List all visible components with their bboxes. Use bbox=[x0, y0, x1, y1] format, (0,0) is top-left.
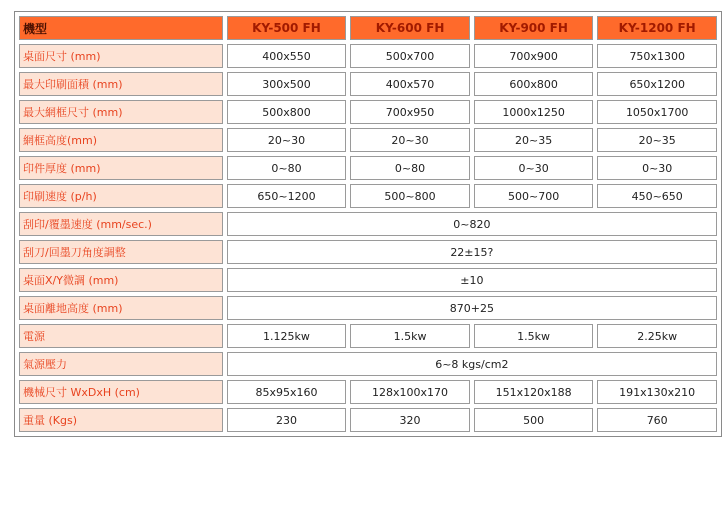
cell: 450~650 bbox=[597, 184, 717, 208]
row-table-size bbox=[19, 44, 717, 68]
model-ky500: KY-500 FH bbox=[227, 16, 347, 40]
cell: 650x1200 bbox=[597, 72, 717, 96]
cell-span: 22±15? bbox=[227, 240, 717, 264]
cell: 20~35 bbox=[474, 128, 594, 152]
cell: 1.5kw bbox=[350, 324, 470, 348]
cell-span: ±10 bbox=[227, 268, 717, 292]
cell: 0~80 bbox=[350, 156, 470, 180]
cell: 760 bbox=[597, 408, 717, 432]
row-label: 最大印刷面積 (mm) bbox=[19, 72, 223, 96]
cell: 0~30 bbox=[597, 156, 717, 180]
cell: 20~30 bbox=[350, 128, 470, 152]
row-label: 桌面尺寸 (mm) bbox=[19, 44, 223, 68]
model-ky600: KY-600 FH bbox=[350, 16, 470, 40]
cell: 1000x1250 bbox=[474, 100, 594, 124]
model-ky900: KY-900 FH bbox=[474, 16, 594, 40]
row-max-print-area bbox=[19, 72, 717, 96]
row-print-speed bbox=[19, 184, 717, 208]
row-label: 電源 bbox=[19, 324, 223, 348]
row-print-thickness bbox=[19, 156, 717, 180]
row-machine-dimensions bbox=[19, 380, 717, 404]
row-xy-fine-adjust bbox=[19, 268, 717, 292]
cell: 230 bbox=[227, 408, 347, 432]
cell: 500 bbox=[474, 408, 594, 432]
cell: 500~800 bbox=[350, 184, 470, 208]
row-label: 桌面X/Y微調 (mm) bbox=[19, 268, 223, 292]
cell: 400x570 bbox=[350, 72, 470, 96]
row-squeegee-angle bbox=[19, 240, 717, 264]
cell-span: 0~820 bbox=[227, 212, 717, 236]
cell: 20~30 bbox=[227, 128, 347, 152]
row-label: 網框高度(mm) bbox=[19, 128, 223, 152]
cell: 600x800 bbox=[474, 72, 594, 96]
cell: 650~1200 bbox=[227, 184, 347, 208]
cell: 300x500 bbox=[227, 72, 347, 96]
row-table-height bbox=[19, 296, 717, 320]
row-label: 刮印/覆墨速度 (mm/sec.) bbox=[19, 212, 223, 236]
row-air-pressure bbox=[19, 352, 717, 376]
row-label: 印件厚度 (mm) bbox=[19, 156, 223, 180]
cell: 1.5kw bbox=[474, 324, 594, 348]
cell: 500~700 bbox=[474, 184, 594, 208]
row-squeegee-speed bbox=[19, 212, 717, 236]
row-label: 刮刀/回墨刀角度調整 bbox=[19, 240, 223, 264]
row-label: 桌面離地高度 (mm) bbox=[19, 296, 223, 320]
cell: 400x550 bbox=[227, 44, 347, 68]
header-label: 機型 bbox=[19, 16, 223, 40]
cell: 128x100x170 bbox=[350, 380, 470, 404]
row-frame-height bbox=[19, 128, 717, 152]
spec-table bbox=[14, 11, 722, 437]
row-weight bbox=[19, 408, 717, 432]
cell: 750x1300 bbox=[597, 44, 717, 68]
row-label: 重量 (Kgs) bbox=[19, 408, 223, 432]
cell: 500x800 bbox=[227, 100, 347, 124]
cell: 500x700 bbox=[350, 44, 470, 68]
cell: 1050x1700 bbox=[597, 100, 717, 124]
cell: 151x120x188 bbox=[474, 380, 594, 404]
cell: 320 bbox=[350, 408, 470, 432]
cell-span: 6~8 kgs/cm2 bbox=[227, 352, 717, 376]
cell: 700x900 bbox=[474, 44, 594, 68]
cell: 0~80 bbox=[227, 156, 347, 180]
row-label: 最大網框尺寸 (mm) bbox=[19, 100, 223, 124]
row-label: 氣源壓力 bbox=[19, 352, 223, 376]
cell-span: 870+25 bbox=[227, 296, 717, 320]
header-row bbox=[19, 16, 717, 40]
row-max-frame-size bbox=[19, 100, 717, 124]
row-label: 印刷速度 (p/h) bbox=[19, 184, 223, 208]
cell: 0~30 bbox=[474, 156, 594, 180]
row-power bbox=[19, 324, 717, 348]
model-ky1200: KY-1200 FH bbox=[597, 16, 717, 40]
cell: 85x95x160 bbox=[227, 380, 347, 404]
cell: 2.25kw bbox=[597, 324, 717, 348]
cell: 1.125kw bbox=[227, 324, 347, 348]
row-label: 機械尺寸 WxDxH (cm) bbox=[19, 380, 223, 404]
cell: 191x130x210 bbox=[597, 380, 717, 404]
cell: 700x950 bbox=[350, 100, 470, 124]
cell: 20~35 bbox=[597, 128, 717, 152]
